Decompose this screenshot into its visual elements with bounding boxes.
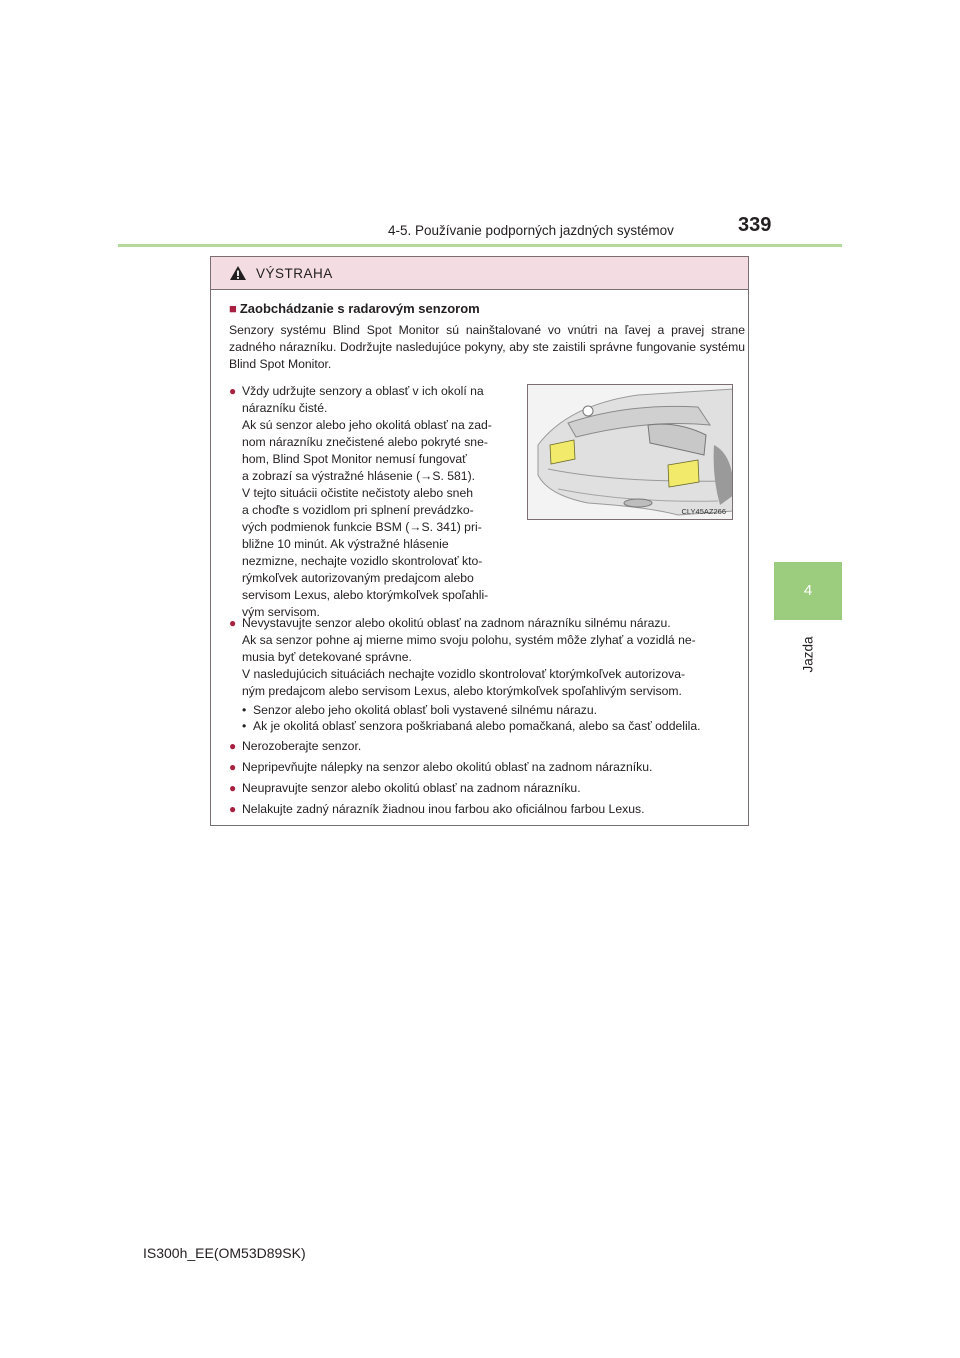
- bullet-no-paint: [229, 801, 745, 818]
- sub-item-text: Senzor alebo jeho okolitá oblasť boli vystavené silnému nárazu.: [253, 703, 598, 717]
- text-line: Vždy udržujte senzory a oblasť v ich okolí na: [242, 384, 484, 398]
- intro-paragraph: Senzory systému Blind Spot Monitor sú nainštalované vo vnútri na ľavej a pravej strane zadného nárazníku. Dodržujte nasledujúce pokyny, aby ste zaistili správne fungovanie systému Blind Spot Monitor.: [229, 323, 745, 371]
- text-line: vých podmienok funkcie BSM (→S. 341) pri-: [242, 520, 482, 534]
- section-heading-text: Zaobchádzanie s radarovým senzorom: [239, 301, 480, 316]
- text-line: Nevystavujte senzor alebo okolitú oblasť na zadnom nárazníku silnému nárazu.: [242, 616, 671, 630]
- text-line: a zobrazí sa výstražné hlásenie (→S. 581).: [242, 469, 476, 483]
- sub-bullet-icon: •: [242, 703, 254, 717]
- page-number: 339: [738, 214, 772, 236]
- bullet-keep-clean: [229, 383, 519, 621]
- chapter-label-text: Jazda: [800, 635, 816, 673]
- bumper-sensor-figure: [527, 384, 733, 520]
- warning-title: VÝSTRAHA: [256, 265, 333, 281]
- sub-item: [242, 702, 597, 719]
- chapter-tab: 4: [774, 562, 842, 620]
- car-rear-illustration: [528, 385, 733, 520]
- bullet-dot-icon: ●: [229, 616, 237, 630]
- text-line: a choďte s vozidlom pri splnení prevádzko-: [242, 503, 474, 517]
- bullet-no-impact-text: [229, 615, 745, 700]
- bullet-dot-icon: ●: [229, 760, 237, 774]
- bullet-dot-icon: ●: [229, 781, 237, 795]
- bullet-text: Nepripevňujte nálepky na senzor alebo okolitú oblasť na zadnom nárazníku.: [242, 760, 653, 774]
- sub-item-text: Ak je okolitá oblasť senzora poškriabaná alebo pomačkaná, alebo sa časť oddelila.: [253, 719, 701, 733]
- text-line: V nasledujúcich situáciách nechajte vozidlo skontrolovať ktorýmkoľvek autorizova-: [242, 667, 686, 681]
- text-line: Ak sa senzor pohne aj mierne mimo svoju polohu, systém môže zlyhať a vozidlá ne-: [242, 633, 696, 647]
- bullet-dot-icon: ●: [229, 739, 237, 753]
- text-line: Ak sú senzor alebo jeho okolitá oblasť na zad-: [242, 418, 492, 432]
- text-line: bližne 10 minút. Ak výstražné hlásenie: [242, 537, 449, 551]
- text-line: musia byť detekované správne.: [242, 650, 412, 664]
- text-line: nom nárazníku znečistené alebo pokryté sne-: [242, 435, 488, 449]
- bullet-text: Nerozoberajte senzor.: [242, 739, 362, 753]
- document-id: IS300h_EE(OM53D89SK): [143, 1245, 306, 1261]
- text-line: servisom Lexus, alebo ktorýmkoľvek spoľahli-: [242, 588, 489, 602]
- bullet-no-modify: [229, 780, 745, 797]
- heading-square-icon: ■: [229, 301, 237, 316]
- figure-code: CLY45AZ266: [681, 507, 726, 516]
- sub-bullet-icon: •: [242, 719, 254, 733]
- text-line: nárazníku čisté.: [242, 401, 328, 415]
- text-line: vým servisom.: [242, 605, 320, 619]
- bullet-dot-icon: ●: [229, 384, 237, 398]
- section-heading: [229, 301, 480, 316]
- bullet-dot-icon: ●: [229, 802, 237, 816]
- text-line: hom, Blind Spot Monitor nemusí fungovať: [242, 452, 467, 466]
- chapter-label: [774, 626, 842, 682]
- section-title: 4-5. Používanie podporných jazdných systémov: [388, 223, 674, 238]
- text-line: rýmkoľvek autorizovaným predajcom alebo: [242, 571, 474, 585]
- bullet-no-stickers: [229, 759, 745, 776]
- warning-box: [210, 256, 749, 826]
- header-rule: [118, 244, 842, 247]
- bullet-text: Nelakujte zadný nárazník žiadnou inou farbou ako oficiálnou farbou Lexus.: [242, 802, 645, 816]
- warning-triangle-icon: [229, 265, 247, 281]
- bullet-no-impact: [229, 615, 745, 700]
- text-line: ným predajcom alebo servisom Lexus, alebo ktorýmkoľvek spoľahlivým servisom.: [242, 684, 682, 698]
- warning-header: [211, 257, 748, 290]
- sub-item: [242, 718, 701, 735]
- bullet-keep-clean-text: [229, 383, 519, 621]
- text-line: nezmizne, nechajte vozidlo skontrolovať kto-: [242, 554, 483, 568]
- text-line: V tejto situácii očistite nečistoty alebo sneh: [242, 486, 474, 500]
- right-sensor-area: [668, 460, 699, 487]
- bullet-text: Neupravujte senzor alebo okolitú oblasť na zadnom nárazníku.: [242, 781, 581, 795]
- bullet-no-disassemble: [229, 738, 745, 755]
